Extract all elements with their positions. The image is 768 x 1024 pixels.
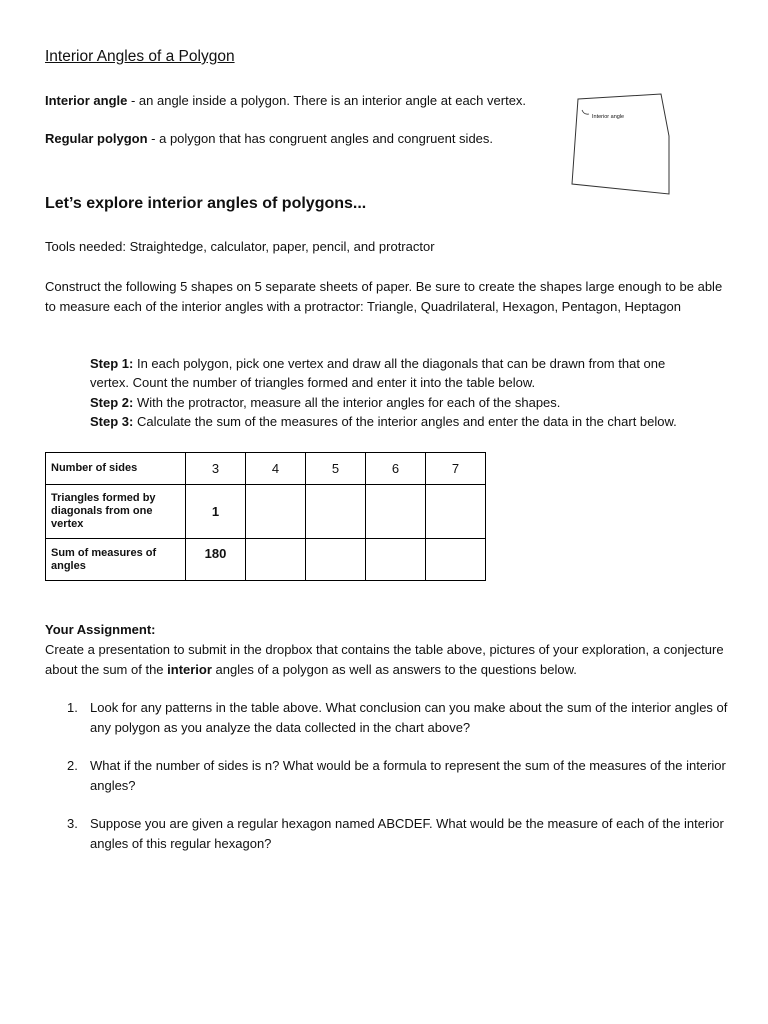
step-label: Step 1: (90, 356, 134, 371)
table-cell (366, 485, 426, 539)
table-cell: 1 (186, 485, 246, 539)
table-cell: 7 (426, 453, 486, 485)
question-text: Suppose you are given a regular hexagon named ABCDEF. What would be the measure of each of the interior angles of this regular hexagon? (90, 816, 724, 851)
table-cell (246, 485, 306, 539)
steps-list (90, 354, 730, 431)
definition-term: Regular polygon (45, 131, 148, 146)
assignment-emphasis: interior (167, 661, 212, 677)
step-label: Step 3: (90, 413, 134, 429)
question-list (45, 698, 735, 853)
question-text: What if the number of sides is n? What would be a formula to represent the sum of the measures of the interior angles? (90, 758, 726, 793)
assignment-heading: Your Assignment: (45, 622, 156, 637)
table-cell: 3 (186, 453, 246, 485)
table-row-sides (46, 453, 486, 485)
question-item (45, 756, 735, 795)
page-title: Interior Angles of a Polygon (45, 48, 235, 65)
step-text: In each polygon, pick one vertex and draw all the diagonals that can be drawn from that one (133, 356, 666, 371)
table-cell: 4 (246, 453, 306, 485)
table-cell (246, 539, 306, 581)
definition-text: - a polygon that has congruent angles and congruent sides. (147, 131, 494, 146)
table-cell (366, 539, 426, 581)
assignment-text: Create a presentation to submit in the dropbox that contains the table above, pictures of your exploration, a conjecture about the sum of the (45, 642, 724, 677)
step-text: With the protractor, measure all the interior angles for each of the shapes. (133, 394, 561, 410)
table-cell: 6 (366, 453, 426, 485)
polygon-data-table (45, 452, 486, 581)
section-heading: Let’s explore interior angles of polygons... (45, 195, 367, 212)
figure-label: Interior angle (592, 114, 625, 120)
question-number: 1. (67, 700, 78, 715)
question-item (45, 814, 735, 853)
step-text: Calculate the sum of the measures of the interior angles and enter the data in the chart below. (133, 413, 677, 429)
table-row-triangles (46, 485, 486, 539)
table-cell: 5 (306, 453, 366, 485)
polygon-figure (565, 90, 675, 196)
row-header: Number of sides (46, 453, 186, 485)
row-header: Triangles formed by diagonals from one vertex (46, 485, 186, 539)
table-cell: 180 (186, 539, 246, 581)
table-cell (426, 539, 486, 581)
step-1 (90, 354, 730, 373)
definition-text: - an angle inside a polygon. There is an interior angle at each vertex. (127, 93, 527, 108)
row-header: Sum of measures of angles (46, 539, 186, 581)
definition-interior-angle (45, 93, 526, 108)
angle-arc (582, 110, 589, 114)
step-label: Step 2: (90, 394, 134, 410)
definition-regular-polygon (45, 131, 493, 146)
table-cell (426, 485, 486, 539)
assignment-text: angles of a polygon as well as answers to the questions below. (211, 661, 577, 677)
question-number: 3. (67, 816, 78, 831)
question-number: 2. (67, 758, 78, 773)
question-text: Look for any patterns in the table above. What conclusion can you make about the sum of the interior angles of any polygon as you analyze the data collected in the chart above? (90, 700, 728, 735)
table-cell (306, 539, 366, 581)
definition-term: Interior angle (45, 93, 128, 108)
polygon-shape (572, 94, 669, 194)
step-1-continued: vertex. Count the number of triangles formed and enter it into the table below. (90, 375, 536, 391)
question-item (45, 698, 735, 737)
assignment-intro (45, 640, 735, 679)
construct-text: Construct the following 5 shapes on 5 separate sheets of paper. Be sure to create the shapes large enough to be able to measure each of the interior angles with a protractor: Triangle, Quadrilateral, Hexagon, Pentagon, Heptagon (45, 279, 723, 314)
step-2 (90, 393, 730, 412)
tools-text: Tools needed: Straightedge, calculator, paper, pencil, and protractor (45, 239, 435, 254)
table-cell (306, 485, 366, 539)
table-row-sums (46, 539, 486, 581)
step-3 (90, 412, 730, 431)
